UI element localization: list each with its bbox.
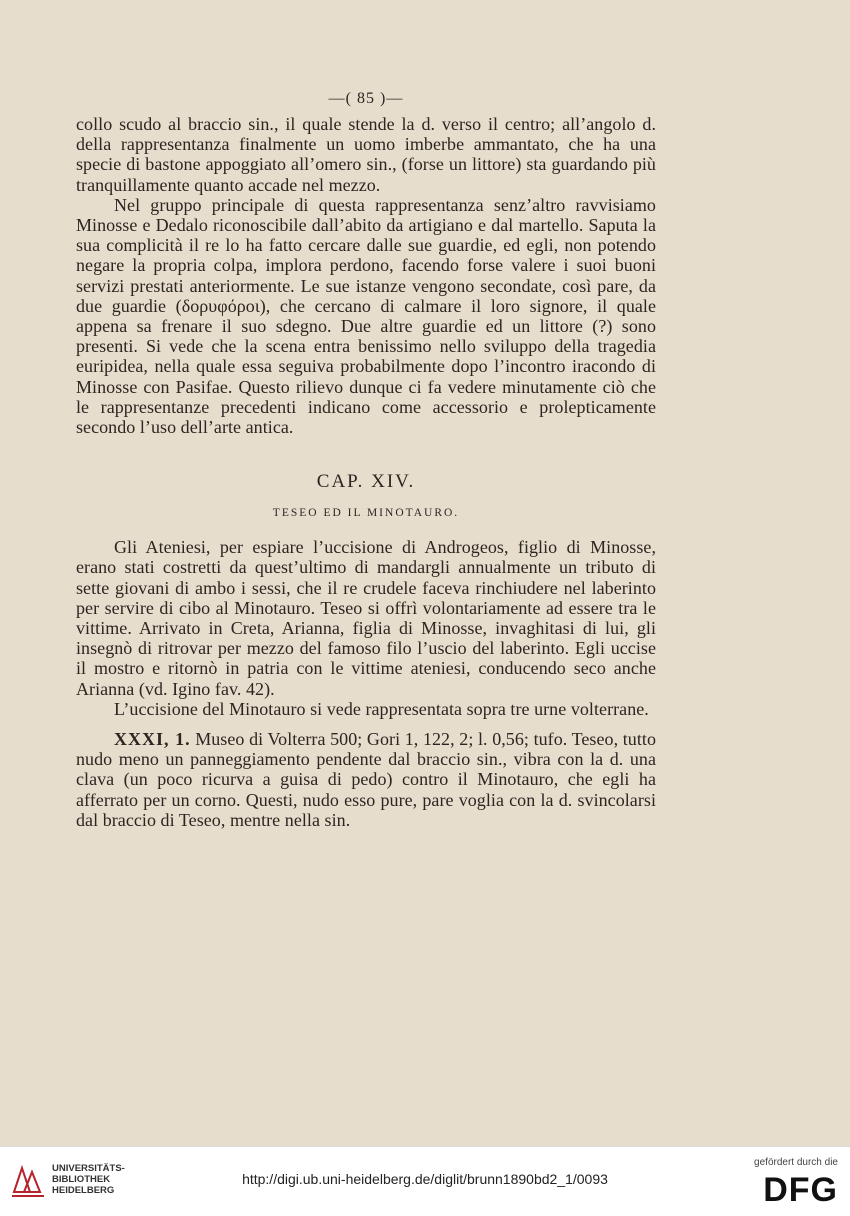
page-number: —( 85 )— <box>328 90 404 107</box>
permalink-url[interactable]: http://digi.ub.uni-heidelberg.de/diglit/brunn1890bd2_1/0093 <box>242 1171 608 1187</box>
paragraph: collo scudo al braccio sin., il quale stende la d. verso il centro; all’angolo d. della rappresentanza finalmente un uomo imberbe ammantato, che ha una specie di bastone appoggiato all’omero sin., (forse un littore) sta guardando più tranquillamente quanto accade nel mezzo. <box>76 114 656 195</box>
library-name-line: UNIVERSITÄTS- <box>52 1163 125 1174</box>
chapter-title: CAP. XIV. <box>316 471 416 493</box>
paragraph: Nel gruppo principale di questa rappresentanza senz’altro ravvisiamo Minosse e Dedalo riconoscibile dall’abito da artigiano e dal martello. Saputa la sua complicità il re lo ha fatto cercare dalle sue guardie, ed egli, non potendo negare la propria colpa, implora perdono, facendo forse valere i suoi buoni servizi prestati anteriormente. Le sue istanze vengono secondate, così pare, da due guardie (δορυφόροι), che cercano di calmare il loro signore, il quale appena sa frenare il suo sdegno. Due altre guardie ed un littore (?) sono presenti. Si vede che la scena entra benissimo nello sviluppo della tragedia euripidea, nella quale essa seguiva probabilmente dopo l’incontro iracondo di Minosse con Pasifae. Questo rilievo dunque ci fa vedere minutamente ciò che le rappresentanze precedenti indicano come accessorio e prolepticamente secondo l’uso dell’arte antica. <box>76 194 656 438</box>
paragraph: L’uccisione del Minotauro si vede rappresentata sopra tre urne volterrane. <box>114 698 649 719</box>
dfg-logo[interactable]: DFG <box>763 1171 838 1209</box>
library-name-line: HEIDELBERG <box>52 1185 115 1196</box>
catalogue-text: Museo di Volterra 500; Gori 1, 122, 2; l. 0,56; tufo. Teseo, tutto nudo meno un panneggiamento pendente dal braccio sin., vibra con la d. una clava (un poco ricurva a guisa di pedo) contro il Minotauro, che egli ha afferrato per un corno. Questi, nudo esso pure, pare voglia con la d. svincolarsi dal braccio di Teseo, mentre nella sin. <box>76 729 656 830</box>
catalogue-number: XXXI, 1. <box>114 729 191 750</box>
funded-by-label: gefördert durch die <box>754 1157 838 1168</box>
footer-bar <box>0 1146 850 1216</box>
paragraph: Gli Ateniesi, per espiare l’uccisione di Androgeos, figlio di Minosse, erano stati costretti da quest’ultimo di mandargli annualmente un tributo di sette giovani di ambo i sessi, che il re crudele faceva rinchiudere nel laberinto per servire di cibo al Minotauro. Teseo si offrì volontariamente ad essere tra le vittime. Arrivato in Creta, Arianna, figlia di Minosse, invaghitasi di lui, gli insegnò di ritrovar per mezzo del famoso filo l’uscio del laberinto. Egli uccise il mostro e ritornò in patria con le vittime ateniesi, conducendo seco anche Arianna (vd. Igino fav. 42). <box>76 537 656 699</box>
chapter-subtitle: TESEO ED IL MINOTAURO. <box>272 507 460 520</box>
catalogue-entry <box>76 729 656 830</box>
page-text <box>76 90 656 830</box>
library-name-line: BIBLIOTHEK <box>52 1174 111 1185</box>
